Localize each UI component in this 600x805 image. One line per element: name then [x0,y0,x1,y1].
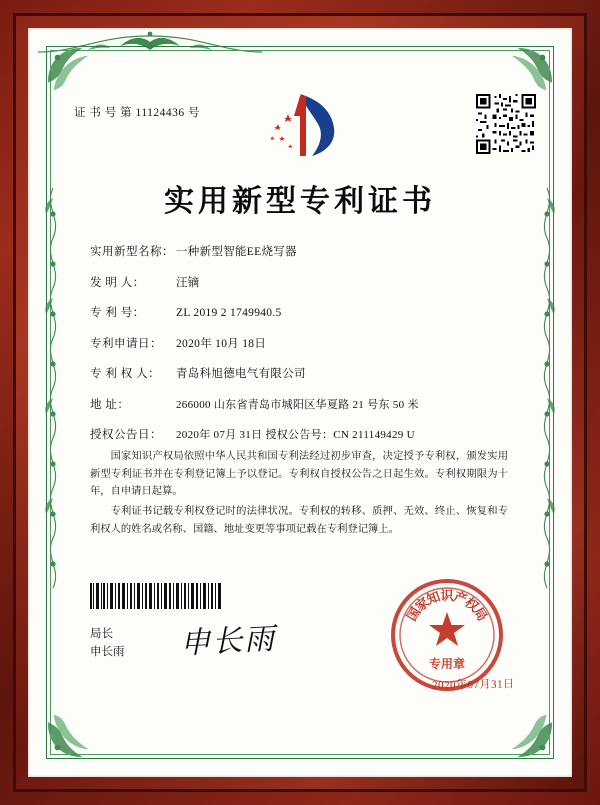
svg-text:权: 权 [461,595,482,616]
signature-name: 申长雨 [90,645,125,658]
signature-role-label: 局长 [90,628,113,640]
field-value: 一种新型智能EE烧写器 [176,246,297,258]
field-row [90,274,510,290]
signature-block [90,626,125,662]
paragraph: 专利证书记载专利权登记时的法律状况。专利权的转移、质押、无效、终止、恢复和专利权人的姓名或名称、国籍、地址变更等事项记载在专利登记簿上。 [90,506,508,535]
handwritten-signature: 申长雨 [179,621,278,662]
field-label: 专 利 权 人： [90,368,161,380]
svg-text:国: 国 [404,605,425,625]
svg-text:家: 家 [412,595,433,616]
field-value: 2020年 10月 18日 [176,337,267,350]
corner-ornament-icon [44,703,102,761]
body-text [90,448,508,541]
field-label: 实用新型名称： [90,246,174,258]
svg-text:专用章: 专用章 [428,657,466,671]
field-value: 266000 山东省青岛市城阳区华夏路 21 号东 50 米 [176,398,419,411]
field-value: ZL 2019 2 1749940.5 [176,307,282,319]
qr-code-icon [476,94,536,154]
field-label: 专 利 号： [90,307,145,319]
paragraph: 国家知识产权局依照中华人民共和国专利法经过初步审查，决定授予专利权，颁发实用新型专利证书并在专利登记簿上予以登记。专利权自授权公告之日起生效。专利权期限为十年，自申请日起算。 [90,451,508,498]
patent-office-logo-icon [254,90,346,162]
corner-ornament-icon [44,44,102,102]
seal-date: 2020年07月31日 [431,678,515,692]
side-ornament-icon [40,178,66,598]
field-value: 2020年 07月 31日 授权公告号：CN 211149429 U [176,429,415,441]
field-row [90,335,510,351]
page-title: 实用新型专利证书 [164,184,436,219]
barcode-icon [90,583,222,609]
field-row [90,243,510,259]
corner-ornament-icon [498,703,556,761]
svg-text:局: 局 [469,605,490,625]
field-value: 青岛科旭德电气有限公司 [176,368,306,380]
svg-text:识: 识 [440,589,454,604]
field-row [90,426,510,442]
svg-text:知: 知 [425,589,443,609]
field-label: 发 明 人： [90,276,145,289]
field-list [90,243,510,457]
field-row [90,396,510,412]
field-row [90,304,510,320]
field-row [90,365,510,381]
field-label: 授权公告日： [90,429,162,441]
side-ornament-icon [534,178,560,598]
svg-text:产: 产 [451,589,469,609]
field-label: 专利申请日： [90,337,162,350]
certificate-paper [28,28,572,777]
field-label: 地 址： [90,398,130,411]
field-value: 汪镝 [176,276,200,289]
certificate-number: 证 书 号 第 11124436 号 [74,107,201,119]
